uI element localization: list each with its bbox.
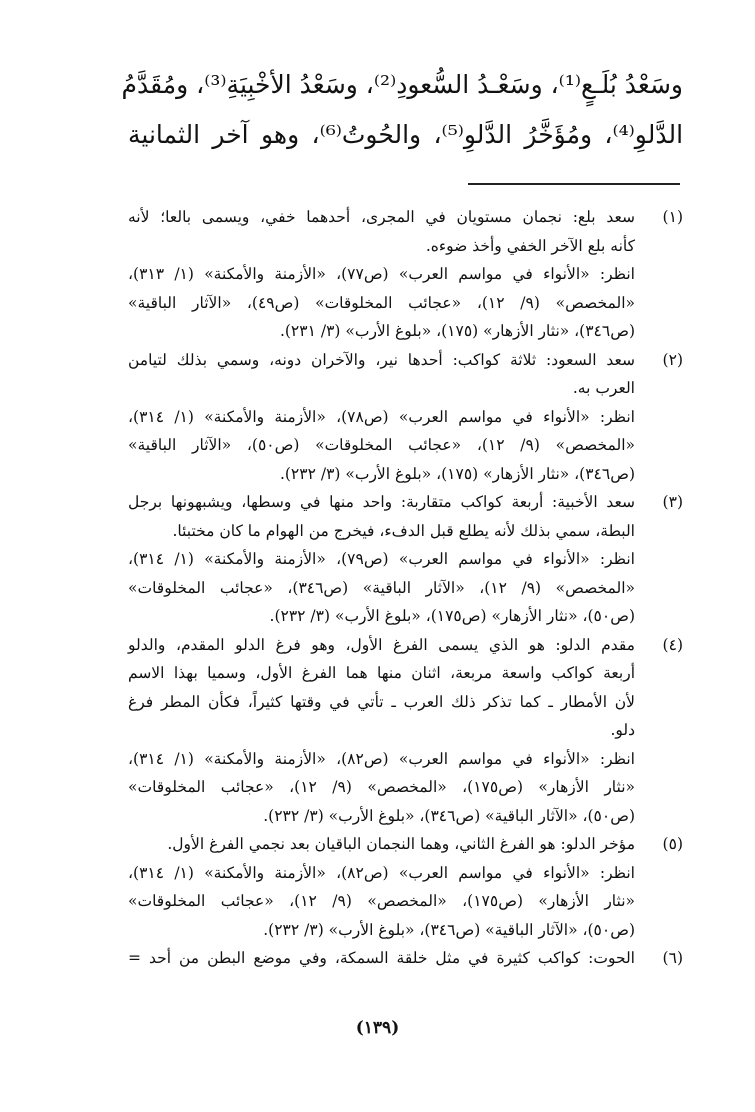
footnote-number: (٦) bbox=[662, 949, 683, 967]
footnote-line: «المخصص» (٩/ ١٢)، «عجائب المخلوقات» (ص٤٩)، «الآثار الباقية» bbox=[128, 293, 635, 312]
footnote-line: انظر: «الأنواء في مواسم العرب» (ص٧٨)، «الأزمنة والأمكنة» (١/ ٣١٤)، bbox=[128, 407, 635, 426]
footnote-line: (ص٥٠)، «الآثار الباقية» (ص٣٤٦)، «بلوغ الأرب» (٣/ ٢٣٢). bbox=[263, 920, 635, 939]
footnote-line: أربعة كواكب واسعة مربعة، اثنان منها هما الفرغ الأول، وسميا بهذا الاسم bbox=[128, 664, 635, 682]
footnote-line: «نثار الأزهار» (ص١٧٥)، «المخصص» (٩/ ١٢)، «عجائب المخلوقات» bbox=[128, 892, 636, 910]
footnote-line: «المخصص» (٩/ ١٢)، «عجائب المخلوقات» (ص٥٠)، «الآثار الباقية» bbox=[128, 436, 635, 454]
footnote-line: مؤخر الدلو: هو الفرغ الثاني، وهما النجمان الباقيان بعد نجمي الفرغ الأول. bbox=[167, 835, 635, 853]
footnote-5 bbox=[128, 830, 683, 944]
footnote-line: «نثار الأزهار» (ص١٧٥)، «المخصص» (٩/ ١٢)، «عجائب المخلوقات» bbox=[128, 778, 636, 796]
footnote-line: دلو. bbox=[610, 721, 635, 739]
footnote-3 bbox=[128, 488, 683, 631]
footnote-line: سعد بلع: نجمان مستويان في المجرى، أحدهما خفي، ويسمى بالعا؛ لأنه bbox=[128, 208, 635, 226]
footnote-number: (٤) bbox=[662, 635, 683, 654]
footnote-line: (ص٣٤٦)، «نثار الأزهار» (١٧٥)، «بلوغ الأرب» (٣/ ٢٣١). bbox=[279, 322, 635, 340]
footnote-line: كأنه بلع الآخر الخفي وأخذ ضوءه. bbox=[425, 236, 635, 255]
footnote-line: سعد السعود: ثلاثة كواكب: أحدها نير، والآخران دونه، وسمي بذلك لتيامن bbox=[128, 350, 635, 369]
footnote-body bbox=[128, 346, 635, 489]
footnote-line: البطة، سمي بذلك لأنه يطلع قبل الدفء، فيخرج من الهوام ما كان مختبئا. bbox=[172, 521, 635, 540]
footnote-separator bbox=[468, 183, 680, 185]
footnote-4 bbox=[128, 631, 683, 831]
page-number: (١٣٩) bbox=[355, 1018, 400, 1038]
footnote-line: (ص٥٠)، «نثار الأزهار» (ص١٧٥)، «بلوغ الأرب» (٣/ ٢٣٢). bbox=[269, 607, 635, 625]
footnote-line: سعد الأخبية: أربعة كواكب متقاربة: واحد منها في وسطها، ويشبهونها برجل bbox=[128, 493, 635, 511]
footnotes bbox=[128, 203, 683, 973]
main-text-line: الدَّلوِ⁽⁴⁾، ومُؤَخَّرُ الدَّلوِ⁽⁵⁾، والحُوتُ⁽⁶⁾، وهو آخر الثمانية bbox=[128, 120, 684, 149]
footnote-1 bbox=[128, 203, 683, 346]
footnote-line: (ص٣٤٦)، «نثار الأزهار» (١٧٥)، «بلوغ الأرب» (٣/ ٢٣٢). bbox=[279, 464, 635, 483]
footnote-line: (ص٥٠)، «الآثار الباقية» (ص٣٤٦)، «بلوغ الأرب» (٣/ ٢٣٢). bbox=[263, 806, 635, 825]
footnote-line: الحوت: كواكب كثيرة في مثل خلقة السمكة، وفي موضع البطن من أحد = bbox=[128, 949, 635, 967]
footnote-body bbox=[128, 830, 635, 944]
footnote-line: انظر: «الأنواء في مواسم العرب» (ص٨٢)، «الأزمنة والأمكنة» (١/ ٣١٤)، bbox=[128, 749, 635, 768]
main-text-line: وسَعْدُ بُلَـعٍ⁽¹⁾، وسَعْـدُ السُّعودِ⁽²⁾، وسَعْدُ الأخْبِيَةِ⁽³⁾، ومُقَدَّمُ bbox=[121, 70, 683, 99]
footnote-number: (١) bbox=[662, 208, 683, 226]
footnote-line: العرب به. bbox=[572, 379, 635, 397]
footnote-body bbox=[128, 631, 635, 831]
footnote-line: مقدم الدلو: هو الذي يسمى الفرغ الأول، وهو فرغ الدلو المقدم، والدلو bbox=[128, 635, 635, 654]
footnote-number: (٢) bbox=[662, 350, 683, 369]
footnote-2 bbox=[128, 346, 683, 489]
footnote-line: انظر: «الأنواء في مواسم العرب» (ص٨٢)، «الأزمنة والأمكنة» (١/ ٣١٤)، bbox=[128, 863, 635, 882]
footnote-6 bbox=[128, 944, 683, 973]
main-text bbox=[121, 60, 684, 160]
footnote-line: انظر: «الأنواء في مواسم العرب» (ص٧٧)، «الأزمنة والأمكنة» (١/ ٣١٣)، bbox=[128, 265, 635, 283]
footnote-number: (٣) bbox=[662, 493, 683, 511]
footnote-body bbox=[128, 488, 635, 631]
footnote-number: (٥) bbox=[662, 835, 683, 853]
footnote-body bbox=[128, 944, 635, 973]
footnote-line: لأن الأمطار ـ كما تذكر ذلك العرب ـ تأتي في وقتها كثيراً، فكأن المطر فرغ bbox=[128, 692, 635, 711]
footnote-line: انظر: «الأنواء في مواسم العرب» (ص٧٩)، «الأزمنة والأمكنة» (١/ ٣١٤)، bbox=[128, 550, 635, 568]
footnote-line: «المخصص» (٩/ ١٢)، «الآثار الباقية» (ص٣٤٦)، «عجائب المخلوقات» bbox=[128, 578, 635, 597]
footnote-body bbox=[128, 203, 635, 346]
